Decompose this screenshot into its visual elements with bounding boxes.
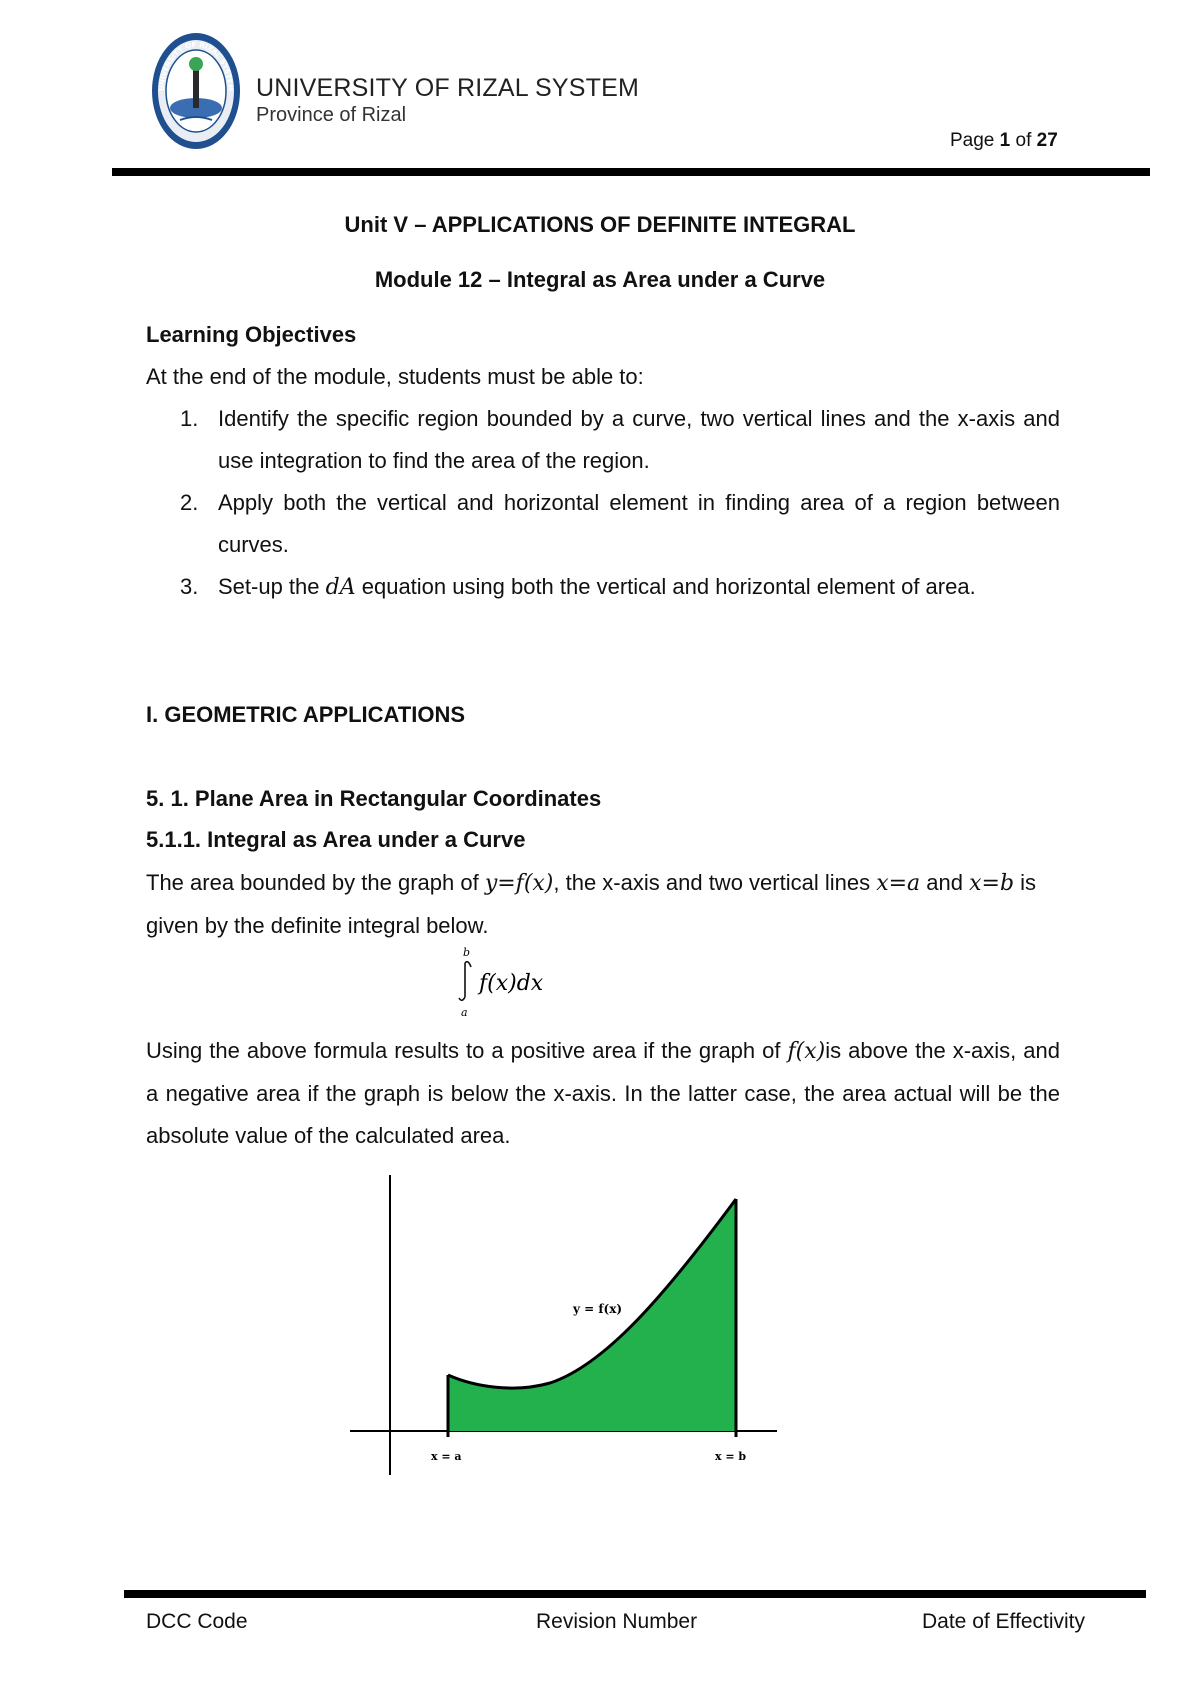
seal-text: UNIVERSITY OF RIZAL SYSTEM — [157, 40, 235, 92]
objective-text: Identify the specific region bounded by a curve, two vertical lines and the x-axis and use integration to find the area of the region. — [218, 406, 1060, 473]
area-under-curve-figure — [345, 1175, 785, 1480]
label-x-equals-b: x = b — [715, 1450, 747, 1463]
module-title: Module 12 – Integral as Area under a Curve — [374, 267, 826, 292]
curve-label: y = f(x) — [573, 1302, 623, 1316]
footer-revision-number: Revision Number — [536, 1610, 698, 1633]
definite-integral-formula — [455, 945, 585, 1020]
university-name: UNIVERSITY OF RIZAL SYSTEM — [256, 74, 640, 102]
unit-title: Unit V – APPLICATIONS OF DEFINITE INTEGRAL — [344, 212, 856, 237]
objective-number: 3. — [180, 574, 199, 599]
objective-number: 2. — [180, 490, 199, 515]
university-seal-logo — [150, 30, 242, 152]
label-x-equals-a: x = a — [431, 1450, 462, 1463]
math-y-equals-fx: y=f(x) — [484, 871, 554, 896]
objective-item — [180, 482, 1060, 566]
text: and — [920, 870, 970, 895]
integral-lower-limit: a — [461, 1006, 468, 1019]
objective-item — [180, 398, 1060, 482]
page-total: 27 — [1036, 130, 1058, 151]
text: is above the x-axis, and a negative area if the graph is below the x-axis. In the latter case, the area actual will be the absolute value of the calculated area. — [146, 1038, 1060, 1148]
footer-divider — [124, 1590, 1146, 1598]
objective-text: Apply both the vertical and horizontal element in finding area of a region between curves. — [218, 490, 1060, 557]
objective-text-post: equation using both the vertical and horizontal element of area. — [355, 574, 976, 599]
objectives-heading: Learning Objectives — [146, 322, 357, 347]
integral-upper-limit: b — [463, 946, 471, 959]
page-indicator — [950, 130, 1058, 152]
objective-text-pre: Set-up the — [218, 574, 326, 599]
paragraph-area-definition — [146, 862, 1060, 947]
integral-expression: f(x)dx — [479, 971, 544, 996]
math-fx: f(x) — [787, 1039, 826, 1064]
math-x-equals-a: x=a — [876, 871, 921, 896]
province-name: Province of Rizal — [256, 104, 407, 126]
paragraph-area-sign — [146, 1030, 1060, 1157]
section-heading-plane-area: 5. 1. Plane Area in Rectangular Coordinates — [146, 786, 602, 811]
page-label: Page — [950, 130, 995, 151]
section-heading-integral-area: 5.1.1. Integral as Area under a Curve — [146, 827, 526, 852]
page-of: of — [1015, 130, 1032, 151]
page-current: 1 — [999, 130, 1011, 151]
text: The area bounded by the graph of — [146, 870, 485, 895]
text: Using the above formula results to a positive area if the graph of — [146, 1038, 788, 1063]
objective-item — [180, 566, 1060, 609]
header-divider — [112, 168, 1150, 176]
math-dA: dA — [325, 575, 356, 600]
text: , the x-axis and two vertical lines — [553, 870, 877, 895]
objective-number: 1. — [180, 406, 199, 431]
text: is given by the definite integral below. — [146, 870, 1037, 938]
footer-date-of-effectivity: Date of Effectivity — [922, 1610, 1086, 1633]
objective-text — [218, 566, 1060, 609]
math-x-equals-b: x=b — [969, 871, 1015, 896]
integral-sign-icon — [459, 962, 471, 1001]
section-heading-geometric: I. GEOMETRIC APPLICATIONS — [146, 702, 466, 727]
objectives-intro: At the end of the module, students must be able to: — [146, 364, 644, 389]
footer-dcc-code: DCC Code — [146, 1610, 248, 1633]
